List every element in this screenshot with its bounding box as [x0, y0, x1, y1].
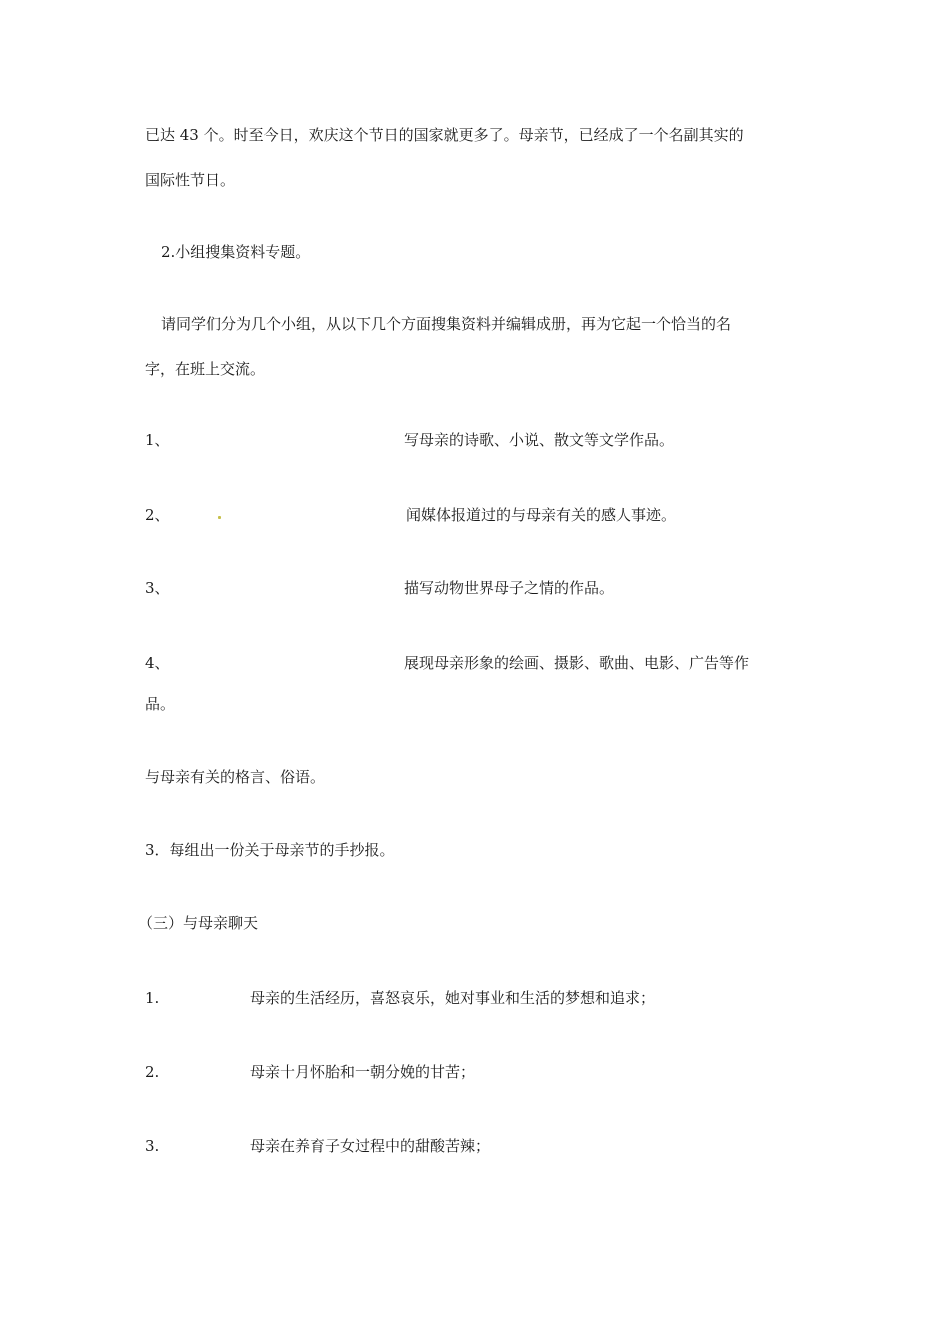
- topic-4-continuation: 品。: [145, 695, 176, 713]
- section-2-heading: 2.小组搜集资料专题。: [161, 243, 311, 261]
- topic-3-text: 描写动物世界母子之情的作品。: [404, 579, 615, 597]
- section-3: 3．每组出一份关于母亲节的手抄报。: [145, 841, 395, 859]
- intro-line-2: 国际性节日。: [145, 171, 236, 189]
- topic-4-text: 展现母亲形象的绘画、摄影、歌曲、电影、广告等作: [404, 654, 750, 672]
- topic-2-text: 闻媒体报道过的与母亲有关的感人事迹。: [406, 506, 677, 524]
- topic-2-number: 2、: [145, 506, 170, 524]
- chat-item-1-number: 1.: [145, 989, 160, 1007]
- chat-item-1-text: 母亲的生活经历，喜怒哀乐，她对事业和生活的梦想和追求；: [250, 989, 656, 1007]
- section-2-body-line-2: 字，在班上交流。: [145, 360, 266, 378]
- chat-item-2-text: 母亲十月怀胎和一朝分娩的甘苦；: [250, 1063, 476, 1081]
- chat-item-3-number: 3.: [145, 1137, 160, 1155]
- extra-topic: 与母亲有关的格言、俗语。: [145, 768, 326, 786]
- topic-4-number: 4、: [145, 654, 170, 672]
- part-3-heading: （三）与母亲聊天: [138, 914, 259, 932]
- intro-line-1: 已达 43 个。时至今日，欢庆这个节日的国家就更多了。母亲节，已经成了一个名副其实的: [145, 126, 744, 144]
- topic-1-number: 1、: [145, 431, 170, 449]
- stray-mark: [218, 516, 221, 519]
- chat-item-2-number: 2.: [145, 1063, 160, 1081]
- chat-item-3-text: 母亲在养育子女过程中的甜酸苦辣；: [250, 1137, 491, 1155]
- topic-1-text: 写母亲的诗歌、小说、散文等文学作品。: [404, 431, 675, 449]
- section-2-body-line-1: 请同学们分为几个小组，从以下几个方面搜集资料并编辑成册，再为它起一个恰当的名: [161, 315, 732, 333]
- topic-3-number: 3、: [145, 579, 170, 597]
